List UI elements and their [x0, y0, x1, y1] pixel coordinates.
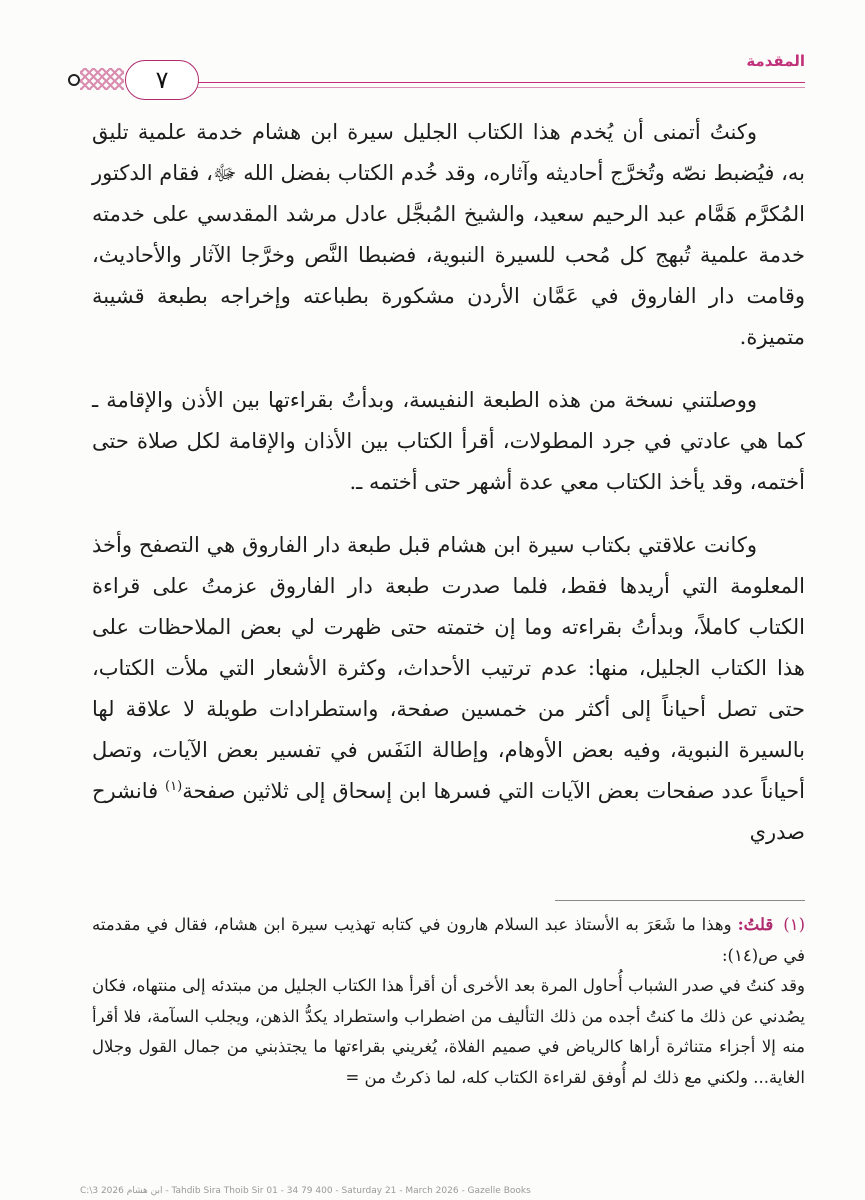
paragraph-3 [92, 525, 805, 853]
footnote-label: (١) [783, 915, 805, 934]
page-header [80, 40, 805, 110]
paragraph-1: وكنتُ أتمنى أن يُخدم هذا الكتاب الجليل سيرة ابن هشام خدمة علمية تليق به، فيُضبط نصّه وتُخرَّج أحاديثه وآثاره، وقد خُدم الكتاب بفضل الله ﷻ، فقام الدكتور المُكرَّم هَمَّام عبد الرحيم سعيد، والشيخ المُبجَّل عادل مرشد المقدسي على خدمته خدمة علمية تُبهج كل مُحب للسيرة النبوية، فضبطا النَّص وخرَّجا الآثار والأحاديث، وقامت دار الفاروق في عَمَّان الأردن مشكورة بطباعته وإخراجه بطبعة قشيبة متميزة. [92, 120, 805, 349]
page-number: ٧ [125, 60, 199, 100]
footnote-quote: وقد كنتُ في صدر الشباب أُحاول المرة بعد الأخرى أن أقرأ هذا الكتاب الجليل من مبتدئه إلى منتهاه، فكان يصُدني عن ذلك ما كنتُ أجده من ذلك التأليف من اضطراب واستطراد يكدُّ الذهن، ويجلب السآمة، فلا أقرأ منه إلا أجزاء متناثرة أراها كالرياض في صميم الفلاة، يُغريني بقراءتها ما يجتذبني من جمال القول وجلال الغاية... ولكني مع ذلك لم أُوفق لقراءة الكتاب كله، لما ذكرتُ من = [92, 976, 805, 1087]
paragraph-3-text: وكانت علاقتي بكتاب سيرة ابن هشام قبل طبعة دار الفاروق هي التصفح وأخذ المعلومة التي أريدها فقط، فلما صدرت طبعة دار الفاروق عزمتُ على قراءة الكتاب كاملاً، وبدأتُ بقراءته وما إن ختمته حتى ظهرت لي بعض الملاحظات على هذا الكتاب الجليل، منها: عدم ترتيب الأحداث، وكثرة الأشعار التي ملأت الكتاب، حتى تصل أحياناً إلى أكثر من خمسين صفحة، واستطرادات طويلة لا علاقة لها بالسيرة النبوية، وفيه بعض الأوهام، وإطالة النَفَس في تفسير بعض الآيات، وتصل أحياناً عدد صفحات بعض الآيات التي فسرها ابن إسحاق إلى ثلاثين صفحة [92, 533, 805, 803]
ornament-pattern-icon [80, 68, 124, 90]
header-rule-secondary [160, 87, 805, 88]
footnote-intro: وهذا ما شَعَرَ به الأستاذ عبد السلام هارون في كتابه تهذيب سيرة ابن هشام، فقال في مقدمته في ص(١٤): [92, 915, 805, 965]
ornament-dot-icon [68, 74, 80, 86]
footnotes [92, 910, 805, 1093]
section-title: المقدمة [746, 52, 805, 70]
print-metadata-strip: C:\3 ابن هشام 2026 - Tahdib Sira Thoib Sir 01 - 34 79 400 - Saturday 21 - March 2026 - Gazelle Books [80, 1186, 531, 1196]
footnote-1 [92, 910, 805, 971]
main-text [92, 112, 805, 875]
paragraph-3-tail: فانشرح صدري [92, 779, 805, 844]
footnote-lead-word: قلتُ: [737, 915, 774, 934]
footnote-separator [555, 900, 805, 901]
paragraph-2: ووصلتني نسخة من هذه الطبعة النفيسة، وبدأتُ بقراءتها بين الأذن والإقامة ـ كما هي عادتي في جرد المطولات، أقرأ الكتاب بين الأذان والإقامة لكل صلاة حتى أختمه، وقد يأخذ الكتاب معي عدة أشهر حتى أختمه ـ. [92, 388, 805, 494]
header-rule [160, 82, 805, 83]
footnote-reference[interactable]: (١) [165, 779, 183, 794]
